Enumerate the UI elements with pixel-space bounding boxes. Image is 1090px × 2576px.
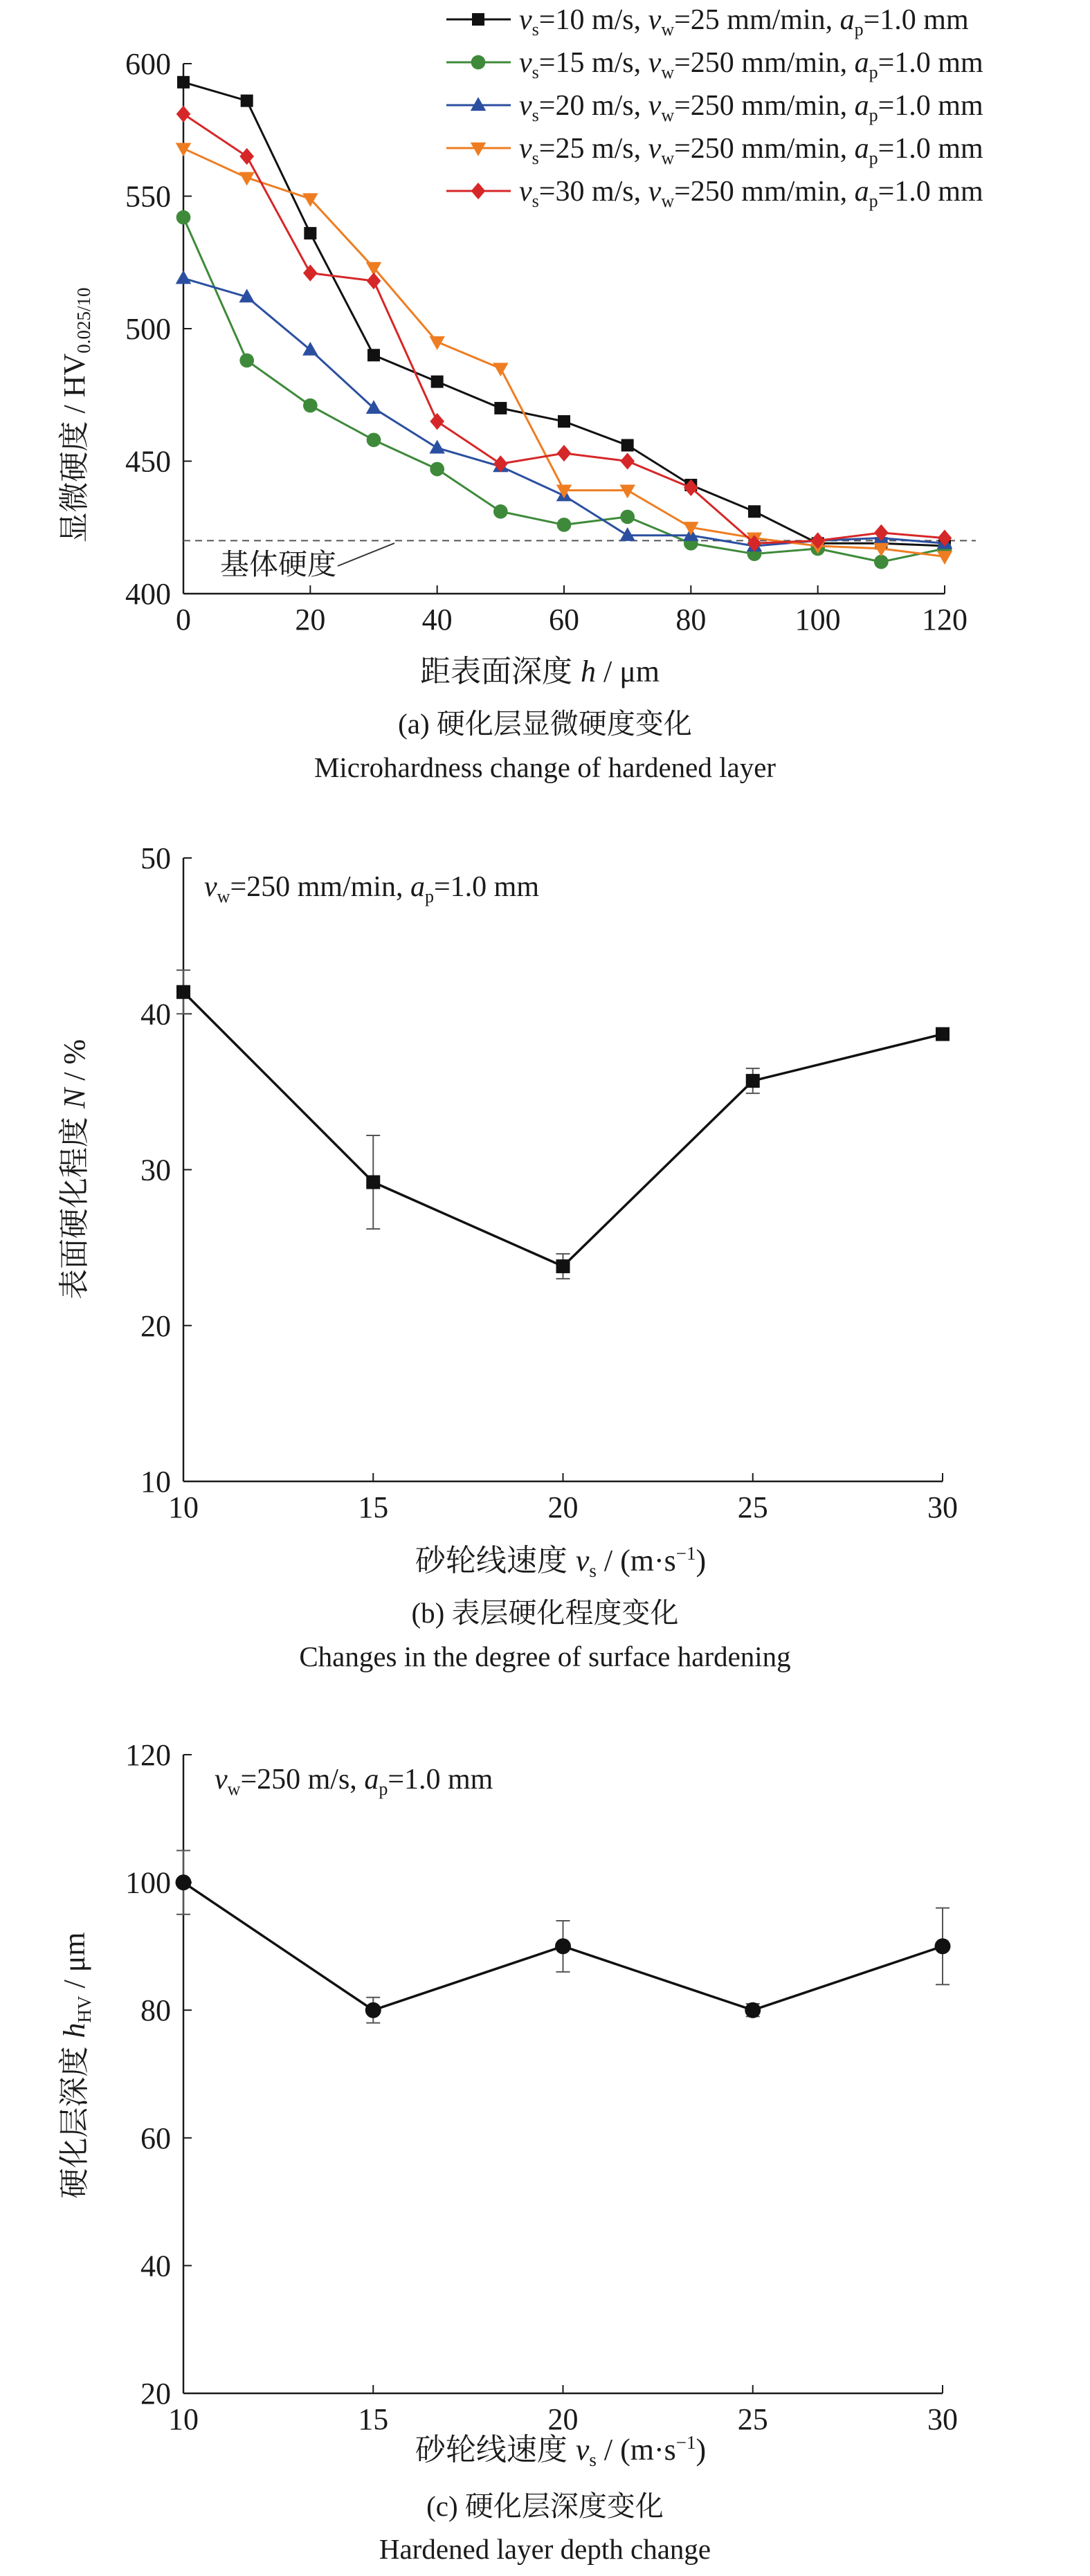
chart-a-series-3-point (176, 271, 192, 284)
chart-a-series-1-point (177, 76, 190, 89)
chart-a-series-2-point (367, 433, 381, 448)
chart-a-y-tick-label: 550 (125, 179, 171, 214)
chart-b-caption-cn: (b) 表层硬化程度变化 (411, 1597, 679, 1629)
chart-a-series-2-point (493, 504, 508, 519)
chart-c-y-tick-label: 40 (140, 2249, 171, 2283)
chart-b-axes (140, 841, 958, 1524)
chart-a-series-4-point (176, 143, 192, 156)
chart-a-y-tick-label: 450 (125, 444, 171, 479)
chart-a-series-2-point (620, 510, 635, 524)
chart-c-hardened-depth (57, 1738, 958, 2470)
chart-c-y-tick-label: 60 (140, 2121, 171, 2155)
chart-a-series-3-point (429, 440, 445, 454)
chart-a-caption-en: Microhardness change of hardened layer (314, 751, 776, 783)
chart-b-point (176, 985, 190, 999)
chart-b-caption-en: Changes in the degree of surface hardening (299, 1641, 791, 1672)
chart-c-y-axis-label: 硬化层深度$h_{HV}$ / μm (57, 1932, 95, 2199)
chart-a-series-1-point (241, 95, 253, 107)
chart-c-annotation: $v_w=250$ m/s, $a_p=1.0$ mm (215, 1764, 493, 1799)
chart-b-point (366, 1176, 380, 1189)
chart-b-y-tick-label: 50 (140, 841, 171, 875)
chart-c-x-tick-label: 15 (358, 2402, 389, 2436)
chart-a-series-2-point (239, 354, 254, 368)
legend-2-label: $v_s=15$ m/s, $v_w=250$ mm/min, $a_p=1.0$ mm (519, 47, 983, 82)
chart-a-caption-cn: (a) 硬化层显微硬度变化 (398, 708, 692, 740)
chart-b-x-tick-label: 20 (547, 1490, 579, 1524)
chart-c-x-tick-label: 25 (737, 2402, 768, 2436)
chart-b-y-tick-label: 10 (140, 1465, 171, 1499)
chart-a-y-tick-label: 600 (125, 47, 171, 81)
chart-c-series (176, 1850, 951, 2022)
chart-a-series-2-point (430, 462, 444, 477)
legend-1-marker (472, 13, 484, 26)
chart-a-series-3-line (183, 278, 945, 546)
chart-a-series-1-point (367, 349, 380, 361)
chart-a-series-2-line (183, 217, 945, 562)
chart-c-y-tick-label: 120 (125, 1738, 171, 1772)
chart-b-y-axis-label: 表面硬化程度N / % (57, 1039, 91, 1300)
chart-a-y-tick-label: 500 (125, 312, 171, 346)
chart-c-point (365, 2002, 381, 2018)
chart-a-series-4-point (556, 485, 572, 499)
chart-a-series-2-point (874, 555, 889, 569)
chart-a-y-tick-label: 400 (125, 577, 171, 611)
chart-a-x-tick-label: 120 (922, 603, 968, 637)
chart-c-point (745, 2002, 761, 2018)
chart-b-y-tick-label: 40 (140, 997, 171, 1032)
chart-b-y-tick-label: 20 (140, 1308, 171, 1343)
chart-b-y-tick-label: 30 (140, 1153, 171, 1187)
chart-b-x-tick-label: 10 (168, 1490, 199, 1524)
chart-a-series-5-point (239, 148, 254, 165)
chart-a-x-tick-label: 20 (295, 603, 326, 637)
chart-a-series-3-point (619, 527, 635, 541)
chart-a-x-tick-label: 0 (176, 603, 191, 637)
chart-a-reference-leader (338, 543, 394, 566)
legend-5-marker (471, 183, 486, 199)
chart-a-series-4-point (619, 485, 635, 499)
chart-b-series (176, 970, 950, 1279)
chart-c-x-axis-label: 砂轮线速度 $v_s / (m\cdot s^{-1})$ (415, 2432, 707, 2470)
chart-b-x-tick-label: 30 (927, 1490, 958, 1524)
chart-a-series-1-point (748, 505, 761, 518)
chart-a-x-tick-label: 80 (675, 603, 707, 637)
chart-a-series-2-point (176, 210, 191, 225)
chart-c-point (176, 1874, 192, 1890)
chart-c-y-tick-label: 20 (140, 2377, 171, 2411)
chart-a-series-1-point (621, 439, 634, 452)
chart-a-series-1-point (431, 376, 444, 388)
chart-c-y-tick-label: 100 (125, 1865, 171, 1900)
chart-c-x-tick-label: 10 (168, 2402, 199, 2436)
chart-a-series-5-point (557, 445, 572, 462)
chart-a-y-axis-label: 显微硬度 / HV0.025/10 (57, 287, 94, 543)
chart-a-x-tick-label: 60 (549, 603, 579, 637)
legend-4-marker (471, 143, 487, 156)
chart-a-series-1-point (304, 227, 316, 239)
chart-a-x-tick-label: 40 (421, 603, 453, 637)
chart-c-point (555, 1938, 571, 1954)
legend-3-label: $v_s=20$ m/s, $v_w=250$ mm/min, $a_p=1.0$ mm (519, 90, 983, 125)
chart-a-series-2-point (303, 399, 318, 413)
chart-b-line (183, 992, 943, 1266)
chart-c-axes (125, 1738, 958, 2436)
legend-2-marker (471, 55, 486, 70)
chart-c-caption-en: Hardened layer depth change (379, 2533, 711, 2565)
chart-a-series-3-point (302, 342, 318, 356)
chart-a-series-4-point (493, 363, 509, 376)
chart-c-y-tick-label: 80 (140, 1993, 171, 2028)
legend-4-label: $v_s=25$ m/s, $v_w=250$ mm/min, $a_p=1.0$ mm (519, 133, 983, 168)
chart-a-series-4-point (937, 551, 953, 565)
chart-a-x-tick-label: 100 (794, 603, 841, 637)
chart-a-legend (446, 4, 983, 211)
chart-b-x-tick-label: 25 (737, 1490, 768, 1524)
chart-c-point (935, 1938, 951, 1954)
chart-b-surface-hardening (57, 841, 958, 1581)
chart-a-base-hardness-label: 基体硬度 (220, 549, 337, 581)
chart-a-series-2-point (557, 518, 572, 532)
chart-c-x-tick-label: 30 (927, 2402, 958, 2436)
legend-1-label: $v_s=10$ m/s, $v_w=25$ mm/min, $a_p=1.0$ mm (519, 4, 969, 39)
legend-5-label: $v_s=30$ m/s, $v_w=250$ mm/min, $a_p=1.0$ mm (519, 176, 983, 211)
chart-b-point (556, 1259, 570, 1273)
chart-b-annotation: $v_w=250$ mm/min, $a_p=1.0$ mm (204, 871, 540, 906)
chart-a-series-5-point (303, 264, 318, 281)
legend-3-marker (471, 97, 487, 111)
chart-b-point (936, 1027, 950, 1041)
chart-b-x-axis-label: 砂轮线速度 $v_s / (m\cdot s^{-1})$ (415, 1543, 707, 1581)
chart-b-x-tick-label: 15 (358, 1490, 389, 1524)
chart-a-series-5-point (620, 453, 635, 469)
chart-a-x-axis-label: 距表面深度 h / μm (419, 655, 660, 688)
chart-a-series-5-point (176, 106, 191, 122)
chart-a-series-1-point (558, 415, 570, 428)
chart-c-x-tick-label: 20 (547, 2402, 579, 2436)
chart-a-microhardness (57, 4, 983, 688)
chart-a-series-5-point (430, 413, 444, 430)
chart-c-caption-cn: (c) 硬化层深度变化 (426, 2490, 664, 2522)
chart-a-series-1-point (494, 402, 507, 414)
chart-b-point (746, 1074, 760, 1088)
